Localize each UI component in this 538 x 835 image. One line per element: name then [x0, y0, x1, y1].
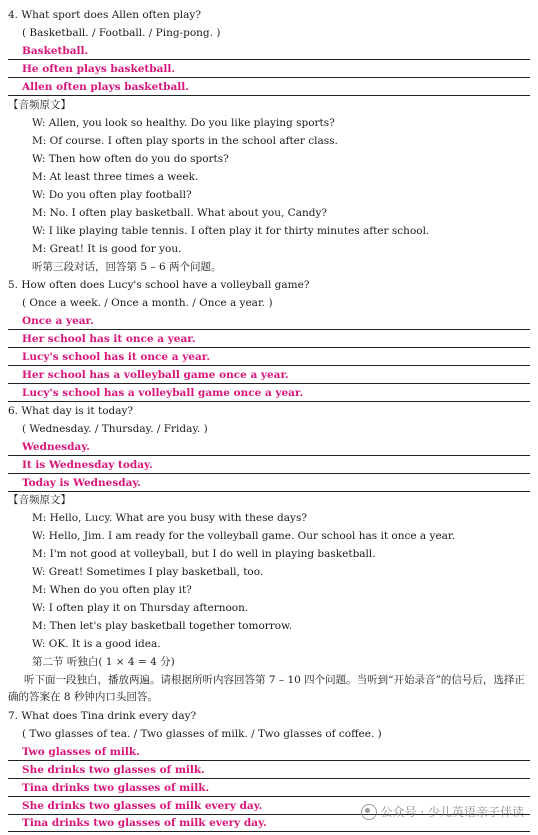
dialogue-line: W: Then how often do you do sports?: [32, 153, 229, 165]
answer-line: Tina drinks two glasses of milk every day.: [8, 815, 530, 832]
dialogue-line: W: I like playing table tennis. I often play it for thirty minutes after school.: [32, 225, 430, 237]
answer-line: Two glasses of milk.: [8, 744, 530, 761]
dialogue-line: W: Do you often play football?: [32, 189, 192, 201]
question-5: 5. How often does Lucy's school have a volleyball game?: [8, 279, 310, 291]
answer-line: Her school has it once a year.: [8, 331, 530, 348]
section-heading: 第二节 听独白( 1 × 4 = 4 分): [32, 656, 175, 668]
transcript-header: 【音频原文】: [8, 99, 71, 111]
answer-line: Lucy's school has it once a year.: [8, 349, 530, 366]
dialogue-line: W: OK. It is a good idea.: [32, 638, 161, 650]
dialogue-line: M: Hello, Lucy. What are you busy with these days?: [32, 512, 307, 524]
dialogue-line: M: Great! It is good for you.: [32, 243, 182, 255]
question-4-options: ( Basketball. / Football. / Ping-pong. ): [22, 27, 221, 39]
question-6: 6. What day is it today?: [8, 405, 134, 417]
answer-line: Once a year.: [8, 313, 530, 330]
answer-line: Wednesday.: [8, 439, 530, 456]
dialogue-line: M: Of course. I often play sports in the school after class.: [32, 135, 338, 147]
dialogue-line: W: Hello, Jim. I am ready for the volleyball game. Our school has it once a year.: [32, 530, 456, 542]
answer-line: She drinks two glasses of milk.: [8, 762, 530, 779]
question-7-options: ( Two glasses of tea. / Two glasses of milk. / Two glasses of coffee. ): [22, 728, 382, 740]
answer-line: Allen often plays basketball.: [8, 79, 530, 96]
answer-line: Today is Wednesday.: [8, 475, 530, 492]
watermark-text: 公众号 · 少儿英语亲子伴读: [380, 805, 524, 819]
dialogue-line: M: When do you often play it?: [32, 584, 192, 596]
wechat-icon: [361, 804, 377, 820]
answer-line: He often plays basketball.: [8, 61, 530, 78]
dialogue-line: W: Allen, you look so healthy. Do you like playing sports?: [32, 117, 335, 129]
question-5-options: ( Once a week. / Once a month. / Once a year. ): [22, 297, 273, 309]
answer-line: It is Wednesday today.: [8, 457, 530, 474]
dialogue-line: M: At least three times a week.: [32, 171, 199, 183]
watermark: [361, 803, 524, 820]
question-7: 7. What does Tina drink every day?: [8, 710, 197, 722]
dialogue-line: W: Great! Sometimes I play basketball, too.: [32, 566, 264, 578]
instruction-text: 听下面一段独白，播放两遍。请根据所听内容回答第 7 – 10 四个问题。当听到“开始录音”的信号后，选择正确的答案在 8 秒钟内口头回答。: [8, 674, 525, 703]
dialogue-line: M: Then let's play basketball together tomorrow.: [32, 620, 293, 632]
transcript-header: 【音频原文】: [8, 494, 71, 506]
answer-line: She drinks two glasses of milk every day.: [8, 798, 530, 815]
answer-line: Lucy's school has a volleyball game once a year.: [8, 385, 530, 402]
dialogue-line: M: I'm not good at volleyball, but I do well in playing basketball.: [32, 548, 376, 560]
dialogue-line: M: No. I often play basketball. What about you, Candy?: [32, 207, 328, 219]
question-6-options: ( Wednesday. / Thursday. / Friday. ): [22, 423, 208, 435]
answer-line: Her school has a volleyball game once a year.: [8, 367, 530, 384]
dialogue-line: W: I often play it on Thursday afternoon.: [32, 602, 249, 614]
question-4: 4. What sport does Allen often play?: [8, 9, 201, 21]
answer-line: Basketball.: [8, 43, 530, 60]
answer-line: Tina drinks two glasses of milk.: [8, 780, 530, 797]
instruction-text: 听第三段对话，回答第 5 – 6 两个问题。: [32, 261, 222, 273]
